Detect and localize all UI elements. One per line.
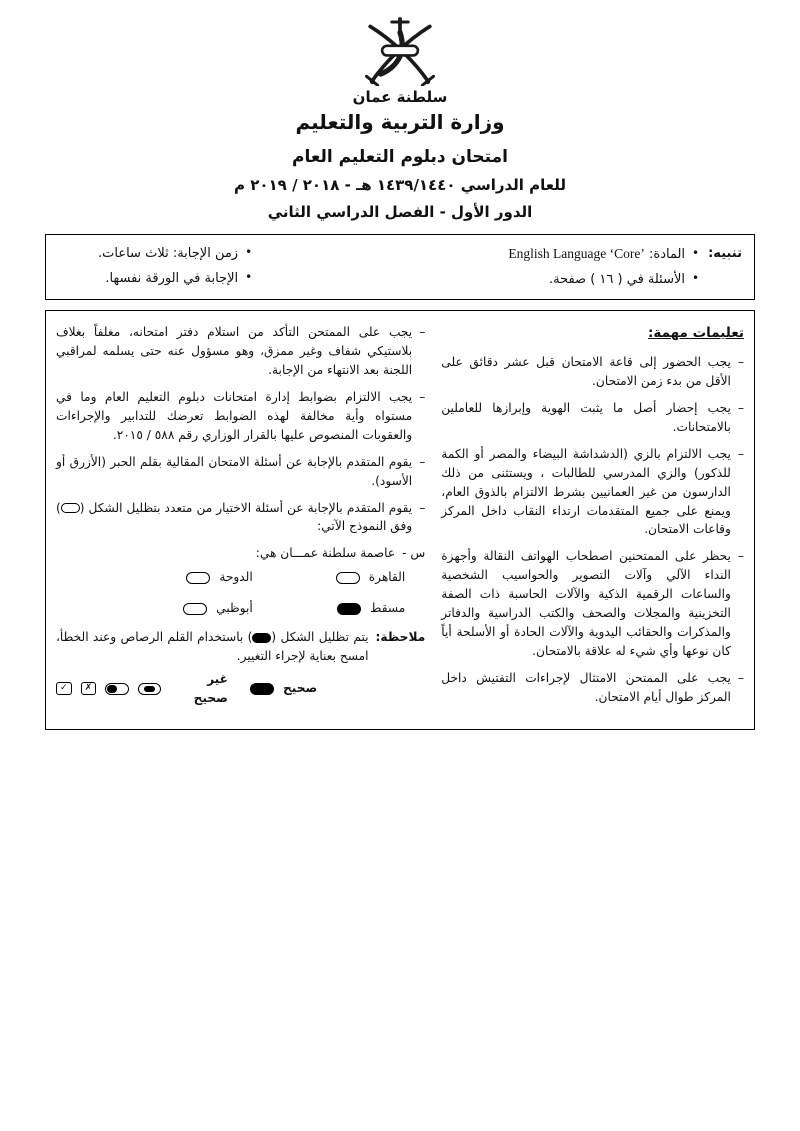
dash-icon: – [419, 454, 426, 469]
pages-line [508, 270, 699, 290]
incorrect-label: غير صحيح [193, 671, 228, 705]
dash-icon: – [419, 325, 426, 340]
instructions-box [45, 310, 755, 729]
option-cairo [253, 568, 406, 587]
subject-prefix: المادة: [649, 247, 686, 262]
page-header [0, 16, 800, 221]
bullet-icon: • [245, 245, 253, 259]
x-mark-icon: ✗ [81, 682, 97, 695]
notice-items [508, 244, 699, 290]
mcq-instruction-before: يقوم المتقدم بالإجابة عن أسئلة الاختيار من متعدد بتظليل الشكل ( [79, 500, 413, 515]
question-prefix: س - [402, 546, 426, 561]
instruction-text: يجب الالتزام بالزي (الدشداشة البيضاء والمصر أو الكمة للذكور) والزي المدرسي للطالبات ، ويستثنى من ذلك الدارسون من غير العمانيين بشرط الالتزام بالذوق العام، ويمنع على جميع المتقدمات ارتداء النقاب داخل المركز وقاعات الامتحان. [441, 446, 731, 537]
option-bubble-icon [183, 603, 207, 615]
pages-text: الأسئلة في ( ١٦ ) صفحة. [548, 272, 686, 288]
instructions-right-column [441, 323, 744, 714]
answer-sheet-line [98, 269, 252, 289]
notice-right-group [508, 244, 742, 290]
instruction-text: يجب على الممتحن الامتثال لإجراءات التفتيش داخل المركز طوال أيام الامتحان. [441, 670, 731, 704]
exam-title: امتحان دبلوم التعليم العام [292, 147, 508, 167]
option-label: القاهرة [368, 570, 406, 585]
option-label: الدوحة [219, 570, 253, 585]
option-bubble-icon [186, 572, 210, 584]
instruction-item [441, 399, 744, 437]
note-label: ملاحظة: [375, 630, 426, 645]
option-bubble-filled-icon [337, 603, 361, 615]
subject-name: English Language ‘Core’ [508, 246, 645, 261]
correct-example-group [250, 679, 317, 698]
answer-sheet-text: الإجابة في الورقة نفسها. [105, 271, 239, 287]
dot-pill-icon [138, 683, 161, 695]
option-doha [100, 568, 253, 587]
sample-question-line [56, 544, 425, 563]
dash-icon: – [737, 670, 744, 685]
instruction-item [56, 453, 425, 491]
option-bubble-icon [336, 572, 360, 584]
oman-national-emblem-icon [354, 16, 446, 86]
session-line: الدور الأول - الفصل الدراسي الثاني [267, 203, 533, 221]
answer-time-text: زمن الإجابة: ثلاث ساعات. [98, 246, 239, 261]
ministry-name-calligraphy: وزارة التربية والتعليم [295, 110, 505, 134]
option-label: مسقط [370, 601, 406, 616]
instruction-text: يجب الحضور إلى قاعة الامتحان قبل عشر دقائق على الأقل من بدء زمن الامتحان. [441, 355, 731, 389]
academic-year-line: للعام الدراسي ١٤٣٩/١٤٤٠ هـ - ٢٠١٨ / ٢٠١٩ م [234, 176, 566, 194]
instruction-item [441, 547, 744, 660]
dash-icon: – [419, 390, 426, 404]
option-abudhabi [100, 599, 253, 618]
subject-line [508, 244, 699, 265]
bullet-icon: • [245, 270, 253, 285]
option-muscat [253, 599, 406, 618]
notice-left-group [56, 244, 252, 290]
note-after: ) باستخدام القلم الرصاص وعند الخطأ، امسح بعناية لإجراء التغيير. [56, 630, 369, 663]
empty-pill-icon [61, 503, 80, 513]
mcq-instruction-after: ) وفق النموذج الآتي: [56, 500, 413, 534]
option-label: أبوظبي [216, 601, 253, 616]
sample-question-text: عاصمة سلطنة عمـــان هي: [255, 546, 396, 561]
notice-box [45, 234, 755, 300]
dash-icon: – [737, 446, 744, 461]
note-before: يتم تظليل الشكل ( [271, 630, 369, 645]
dash-icon: – [737, 549, 744, 564]
instruction-text: يجب الالتزام بضوابط إدارة امتحانات دبلوم التعليم العام وما في مستواه وأية مخالفة لهذه الضوابط تعرضك للتدابير والإجراءات والعقوبات المنصوص عليها بالقرار الوزاري رقم ٥٨٨ / ٢٠١٥. [56, 390, 413, 442]
instruction-item [441, 445, 744, 540]
mcq-instruction-item [56, 499, 425, 537]
instructions-heading: تعليمات مهمة: [647, 325, 744, 342]
filled-pill-icon [252, 633, 271, 643]
instruction-item [441, 353, 744, 391]
notice-label: تنبيه: [708, 246, 742, 261]
bullet-icon: • [692, 271, 700, 286]
instruction-text: يجب إحضار أصل ما يثبت الهوية وإبرازها للعاملين بالامتحانات. [441, 401, 731, 434]
instructions-left-column [56, 323, 425, 714]
instruction-text: يجب على الممتحن التأكد من استلام دفتر امتحانه، مغلفاً بغلاف بلاستيكي شفاف وغير ممزق، وهو مسؤول عنه حتى يسلمه لمراقبي اللجنة بعد الانتهاء من الإجابة. [56, 325, 413, 378]
dash-icon: – [737, 355, 744, 370]
instruction-text: يقوم المتقدم بالإجابة عن أسئلة الامتحان المقالية بقلم الحبر (الأزرق أو الأسود). [56, 454, 413, 488]
correct-label: صحيح [282, 681, 318, 696]
answer-time-line [98, 244, 252, 264]
instruction-item [56, 388, 425, 445]
shading-legend [56, 670, 317, 708]
incorrect-example-group [56, 670, 228, 708]
instruction-item [56, 323, 425, 380]
instruction-text: يحظر على الممتحنين اصطحاب الهواتف النقالة وأجهزة النداء الآلي وآلات التصوير والحواسيب الشخصية والساعات الرقمية الذكية والآلات الحاسبة ذات الصفة التخزينية والمجلات والصحف والكتب الدراسية والدفاتر والمذكرات والحقائب اليدوية والآلات الحادة أو الأسلحة أياً كان نوعها وأي شيء له علاقة بالامتحان. [441, 549, 731, 658]
instruction-item [441, 669, 744, 707]
correct-filled-pill-icon [250, 683, 274, 695]
sample-question-options [100, 568, 405, 618]
dash-icon: – [419, 500, 426, 515]
half-filled-pill-icon [105, 683, 128, 695]
check-mark-icon: ✓ [56, 682, 72, 695]
bullet-icon: • [692, 246, 700, 260]
sultanate-name-calligraphy: سلطنة عمان [352, 88, 448, 106]
dash-icon: – [737, 401, 744, 416]
note-line [56, 628, 425, 666]
